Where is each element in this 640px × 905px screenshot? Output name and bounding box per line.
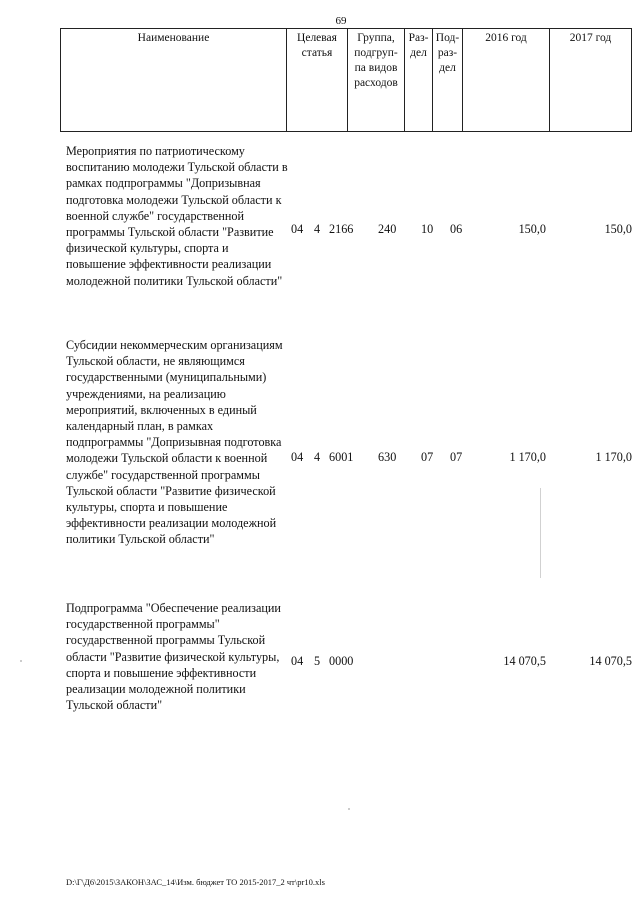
row-code-program: 04 (291, 222, 304, 236)
row-code-subprogram: 5 (314, 654, 321, 668)
header-name (61, 29, 287, 132)
table-header (60, 28, 632, 132)
header-2017-label: 2017 год (569, 32, 612, 44)
header-group-line4: расходов (354, 77, 398, 89)
row-value-2016: 150,0 (518, 222, 546, 236)
row-code-direction: 6001 (329, 450, 354, 464)
row-code-program: 04 (291, 450, 304, 464)
row-code-direction: 0000 (329, 654, 354, 668)
row-description: Субсидии некоммерческим организациям Тульской области, не являющимся государственными (муниципальными) учреждениями, на реализацию мероприятий, включенных в единый календарный план, в рамках подпрограммы "Допризывная подготовка молодежи Тульской области к военной службе" государственной программы Тульской области "Развитие физической культуры, спорта и повышение эффективности реализации молодежной политики Тульской области" (66, 338, 283, 547)
file-path-footer: D:\Г\Д6\2015\ЗАКОН\ЗАС_14\Изм. бюджет ТО 2015-2017_2 чт\pr10.xls (66, 877, 325, 887)
header-target-line1: Целевая (297, 32, 337, 44)
header-group-line1: Группа, (357, 32, 395, 44)
row-code-direction: 2166 (329, 222, 354, 236)
scan-artifact (540, 488, 541, 578)
row-section: 07 (421, 450, 434, 464)
page-number: 69 (335, 15, 347, 27)
header-name-label: Наименование (137, 32, 210, 44)
header-2016 (463, 29, 550, 132)
row-value-2017: 14 070,5 (589, 654, 632, 668)
scan-artifact (20, 660, 22, 662)
row-value-2017: 1 170,0 (595, 450, 632, 464)
row-code-program: 04 (291, 654, 304, 668)
row-code-subprogram: 4 (314, 222, 321, 236)
header-group (348, 29, 405, 132)
header-2017 (550, 29, 632, 132)
row-section: 10 (421, 222, 434, 236)
scan-artifact (348, 808, 350, 810)
row-value-2016: 1 170,0 (509, 450, 546, 464)
header-subsection (433, 29, 463, 132)
row-description: Мероприятия по патриотическому воспитанию молодежи Тульской области в рамках подпрограммы "Допризывная подготовка молодежи Тульской области к военной службе" государственной программы Тульской области "Развитие физической культуры, спорта и повышение эффективности реализации молодежной политики Тульской области" (66, 144, 288, 288)
header-group-line2: подгруп- (354, 47, 398, 59)
header-2016-label: 2016 год (485, 32, 527, 44)
header-subsection-line1: Под- (435, 32, 460, 44)
row-value-2016: 14 070,5 (503, 654, 546, 668)
row-expense-group: 630 (378, 450, 397, 464)
header-subsection-line3: дел (439, 62, 456, 74)
row-subsection: 06 (450, 222, 463, 236)
header-subsection-line2: раз- (437, 47, 458, 59)
header-section (405, 29, 433, 132)
header-group-line3: па видов (354, 62, 398, 74)
header-section-line2: дел (410, 47, 427, 59)
row-code-subprogram: 4 (314, 450, 321, 464)
row-value-2017: 150,0 (604, 222, 632, 236)
row-description: Подпрограмма "Обеспечение реализации государственной программы" государственной программы Тульской области "Развитие физической культуры, спорта и повышение эффективности реализации молодежной политики Тульской области" (66, 601, 281, 713)
header-target-line2: статья (301, 47, 333, 59)
row-subsection: 07 (450, 450, 463, 464)
row-expense-group: 240 (378, 222, 397, 236)
header-section-line1: Раз- (408, 32, 429, 44)
header-target-article (287, 29, 348, 132)
